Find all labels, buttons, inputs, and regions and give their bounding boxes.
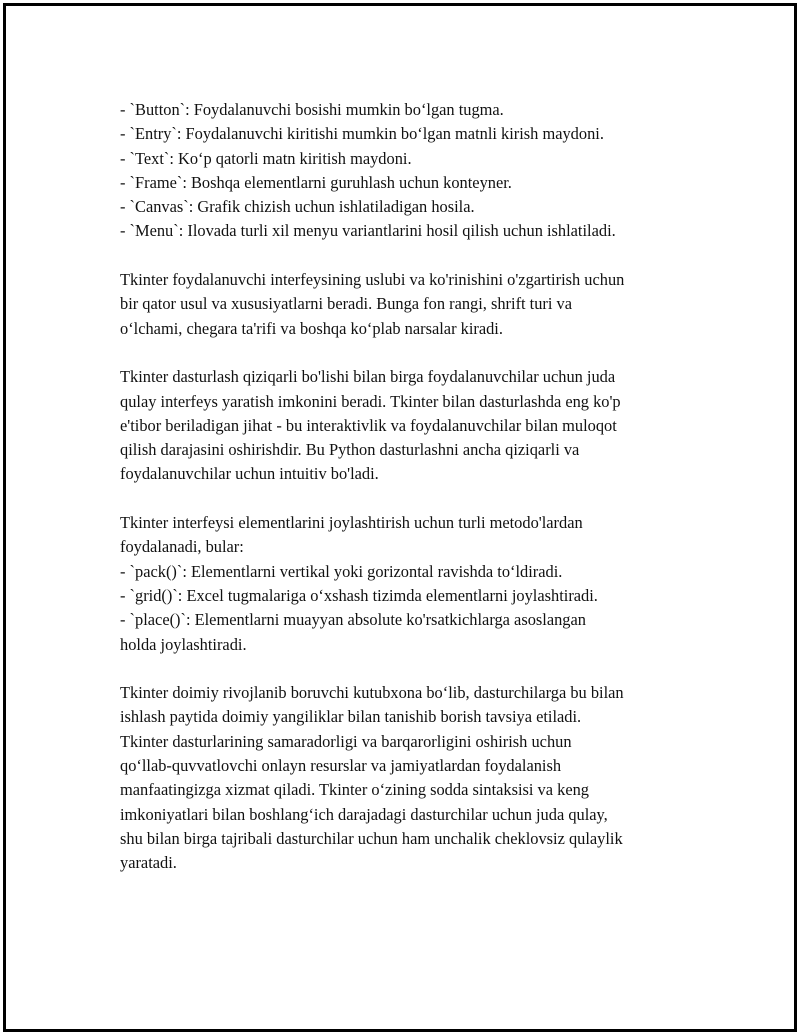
text-line: e'tibor beriladigan jihat - bu interaktivlik va foydalanuvchilar bilan muloqot bbox=[120, 415, 617, 435]
text-line: foydalanuvchilar uchun intuitiv bo'ladi. bbox=[120, 464, 379, 484]
text-line: manfaatingizga xizmat qiladi. Tkinter o‘zining sodda sintaksisi va keng bbox=[120, 780, 589, 800]
list-item: - `Frame`: Boshqa elementlarni guruhlash uchun konteyner. bbox=[120, 172, 512, 192]
list-item: - `grid()`: Excel tugmalariga o‘xshash tizimda elementlarni joylashtiradi. bbox=[120, 585, 598, 605]
list-item: - `Text`: Ko‘p qatorli matn kiritish maydoni. bbox=[120, 148, 412, 168]
text-line: Tkinter dasturlarining samaradorligi va barqarorligini oshirish uchun bbox=[120, 731, 572, 751]
text-line: qilish darajasini oshirishdir. Bu Python dasturlashni ancha qiziqarli va bbox=[120, 440, 580, 460]
text-line: Tkinter doimiy rivojlanib boruvchi kutubxona bo‘lib, dasturchilarga bu bilan bbox=[120, 683, 624, 703]
text-line: ishlash paytida doimiy yangiliklar bilan tanishib borish tavsiya etiladi. bbox=[120, 707, 582, 727]
text-line: Tkinter foydalanuvchi interfeysining uslubi va ko'rinishini o'zgartirish uchun bbox=[120, 270, 625, 290]
paragraph-library bbox=[120, 681, 710, 875]
text-line: foydalanadi, bular: bbox=[120, 537, 244, 557]
paragraph-interest bbox=[120, 365, 710, 486]
list-item: - `Canvas`: Grafik chizish uchun ishlatiladigan hosila. bbox=[120, 197, 475, 217]
text-line: qo‘llab-quvvatlovchi onlayn resurslar va jamiyatlardan foydalanish bbox=[120, 756, 562, 776]
paragraph-gap bbox=[120, 657, 710, 681]
paragraph-layout bbox=[120, 511, 710, 657]
text-line: o‘lchami, chegara ta'rifi va boshqa ko‘plab narsalar kiradi. bbox=[120, 318, 503, 338]
paragraph-style bbox=[120, 268, 710, 341]
text-line: yaratadi. bbox=[120, 853, 177, 873]
widget-list bbox=[120, 98, 710, 244]
paragraph-gap bbox=[120, 487, 710, 511]
page-border bbox=[3, 3, 797, 1032]
list-item: - `pack()`: Elementlarni vertikal yoki gorizontal ravishda to‘ldiradi. bbox=[120, 561, 563, 581]
text-line: qulay interfeys yaratish imkonini beradi. Tkinter bilan dasturlashda eng ko'p bbox=[120, 391, 621, 411]
paragraph-gap bbox=[120, 341, 710, 365]
paragraph-gap bbox=[120, 244, 710, 268]
list-item: - `place()`: Elementlarni muayyan absolute ko'rsatkichlarga asoslangan bbox=[120, 610, 586, 630]
list-item: - `Entry`: Foydalanuvchi kiritishi mumkin bo‘lgan matnli kirish maydoni. bbox=[120, 124, 604, 144]
document-body bbox=[120, 98, 710, 876]
text-line: imkoniyatlari bilan boshlang‘ich darajadagi dasturchilar uchun juda qulay, bbox=[120, 804, 608, 824]
text-line: holda joylashtiradi. bbox=[120, 634, 247, 654]
text-line: Tkinter dasturlash qiziqarli bo'lishi bilan birga foydalanuvchilar uchun juda bbox=[120, 367, 616, 387]
text-line: shu bilan birga tajribali dasturchilar uchun ham unchalik cheklovsiz qulaylik bbox=[120, 828, 623, 848]
list-item: - `Menu`: Ilovada turli xil menyu variantlarini hosil qilish uchun ishlatiladi. bbox=[120, 221, 616, 241]
text-line: Tkinter interfeysi elementlarini joylashtirish uchun turli metodo'lardan bbox=[120, 513, 583, 533]
text-line: bir qator usul va xususiyatlarni beradi. Bunga fon rangi, shrift turi va bbox=[120, 294, 573, 314]
list-item: - `Button`: Foydalanuvchi bosishi mumkin bo‘lgan tugma. bbox=[120, 100, 504, 119]
